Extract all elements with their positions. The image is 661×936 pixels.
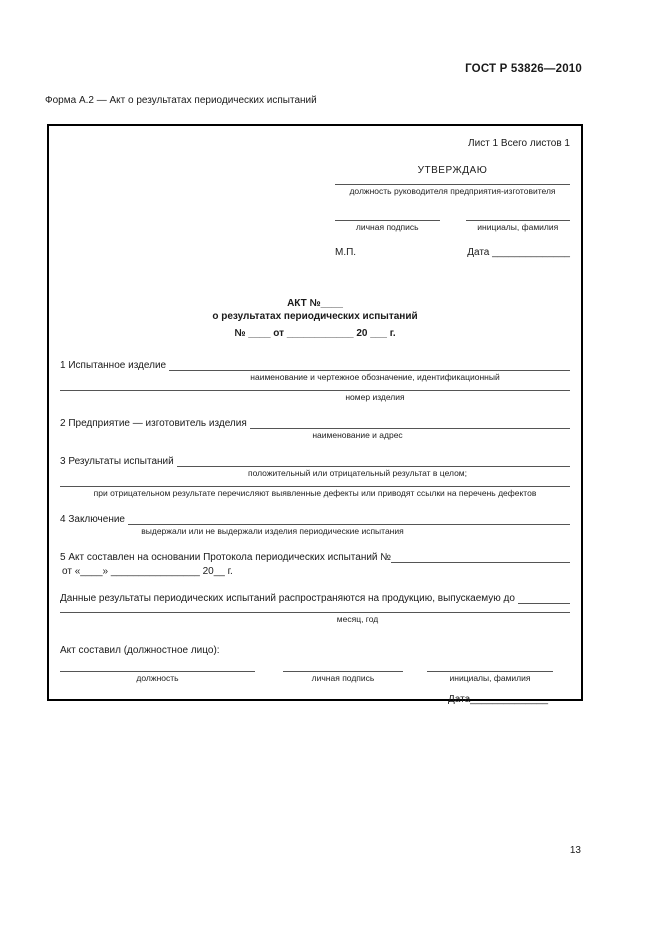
composer-signature-col [283, 663, 403, 683]
composer-signature-line [283, 663, 403, 672]
item-3-caption-1: положительный или отрицательный результат в целом; [247, 468, 468, 478]
approval-stamp-date-row [335, 247, 570, 258]
page-number: 13 [569, 845, 581, 856]
standard-reference: ГОСТ Р 53826—2010 [465, 63, 582, 75]
approval-date-field: Дата ______________ [467, 247, 570, 258]
item-3-row [60, 456, 570, 467]
composer-signature-row [60, 663, 570, 683]
approval-name-line [466, 212, 571, 221]
item-1-row [60, 360, 570, 371]
composer-position-caption: должность [136, 673, 179, 683]
validity-rule [60, 604, 570, 613]
item-1-caption-1: наименование и чертежное обозначение, идентификационный [250, 372, 500, 382]
item-4-row [60, 514, 570, 525]
validity-caption: месяц, год [336, 614, 379, 624]
item-2-caption: наименование и адрес [312, 430, 403, 440]
act-title-line2: о результатах периодических испытаний [212, 311, 418, 322]
item-3-label: 3 Результаты испытаний [60, 456, 174, 467]
approval-position-line [335, 176, 570, 185]
composer-label: Акт составил (должностное лицо): [60, 645, 220, 656]
act-title-line3: № ____ от ____________ 20 ___ г. [234, 328, 396, 339]
item-3-caption-2: при отрицательном результате перечисляют выявленные дефекты или приводят ссылки на перечень дефектов [93, 488, 537, 498]
approval-name-caption: инициалы, фамилия [477, 222, 559, 232]
item-1-rule [60, 382, 570, 391]
item-1-fill-line [169, 360, 570, 371]
approval-position-caption: должность руководителя предприятия-изготовителя [349, 186, 556, 196]
item-4-caption: выдержали или не выдержали изделия периодические испытания [141, 526, 404, 536]
form-caption: Форма А.2 — Акт о результатах периодических испытаний [45, 95, 317, 106]
item-2-fill-line [250, 418, 570, 429]
composer-name-col [427, 663, 553, 683]
approval-block [335, 165, 570, 258]
composer-position-line [60, 663, 255, 672]
item-4-fill-line [128, 514, 570, 525]
approval-signature-line [335, 212, 440, 221]
item-1-label: 1 Испытанное изделие [60, 360, 167, 371]
approval-signature-row [335, 212, 570, 232]
act-title [60, 297, 570, 340]
item-1-caption-2: номер изделия [345, 392, 405, 402]
item-3-rule [60, 478, 570, 487]
item-5-label: 5 Акт составлен на основании Протокола периодических испытаний № [60, 552, 392, 563]
approval-name-col [466, 212, 571, 232]
validity-text: Данные результаты периодических испытаний распространяются на продукцию, выпускаемую до [60, 593, 515, 604]
composer-signature-caption: личная подпись [311, 673, 375, 683]
composer-name-caption: инициалы, фамилия [449, 673, 531, 683]
form-box [47, 124, 583, 705]
act-title-line1: АКТ №____ [287, 298, 343, 309]
item-2-row [60, 418, 570, 429]
composer-position-col [60, 663, 255, 683]
approval-signature-caption: личная подпись [355, 222, 419, 232]
sheet-info: Лист 1 Всего листов 1 [468, 138, 570, 149]
stamp-label: М.П. [335, 247, 357, 258]
item-5-date-line: от «____» ________________ 20__ г. [62, 566, 233, 577]
item-2-label: 2 Предприятие — изготовитель изделия [60, 418, 247, 429]
item-4-label: 4 Заключение [60, 514, 125, 525]
composer-date-field: Дата______________ [448, 694, 549, 705]
validity-fill-line [518, 593, 570, 604]
composer-name-line [427, 663, 553, 672]
item-3-fill-line [177, 456, 570, 467]
approval-signature-col [335, 212, 440, 232]
validity-row [60, 593, 570, 604]
item-5-row [60, 552, 570, 563]
item-5-fill-line [391, 552, 570, 563]
approval-title: УТВЕРЖДАЮ [417, 165, 488, 176]
